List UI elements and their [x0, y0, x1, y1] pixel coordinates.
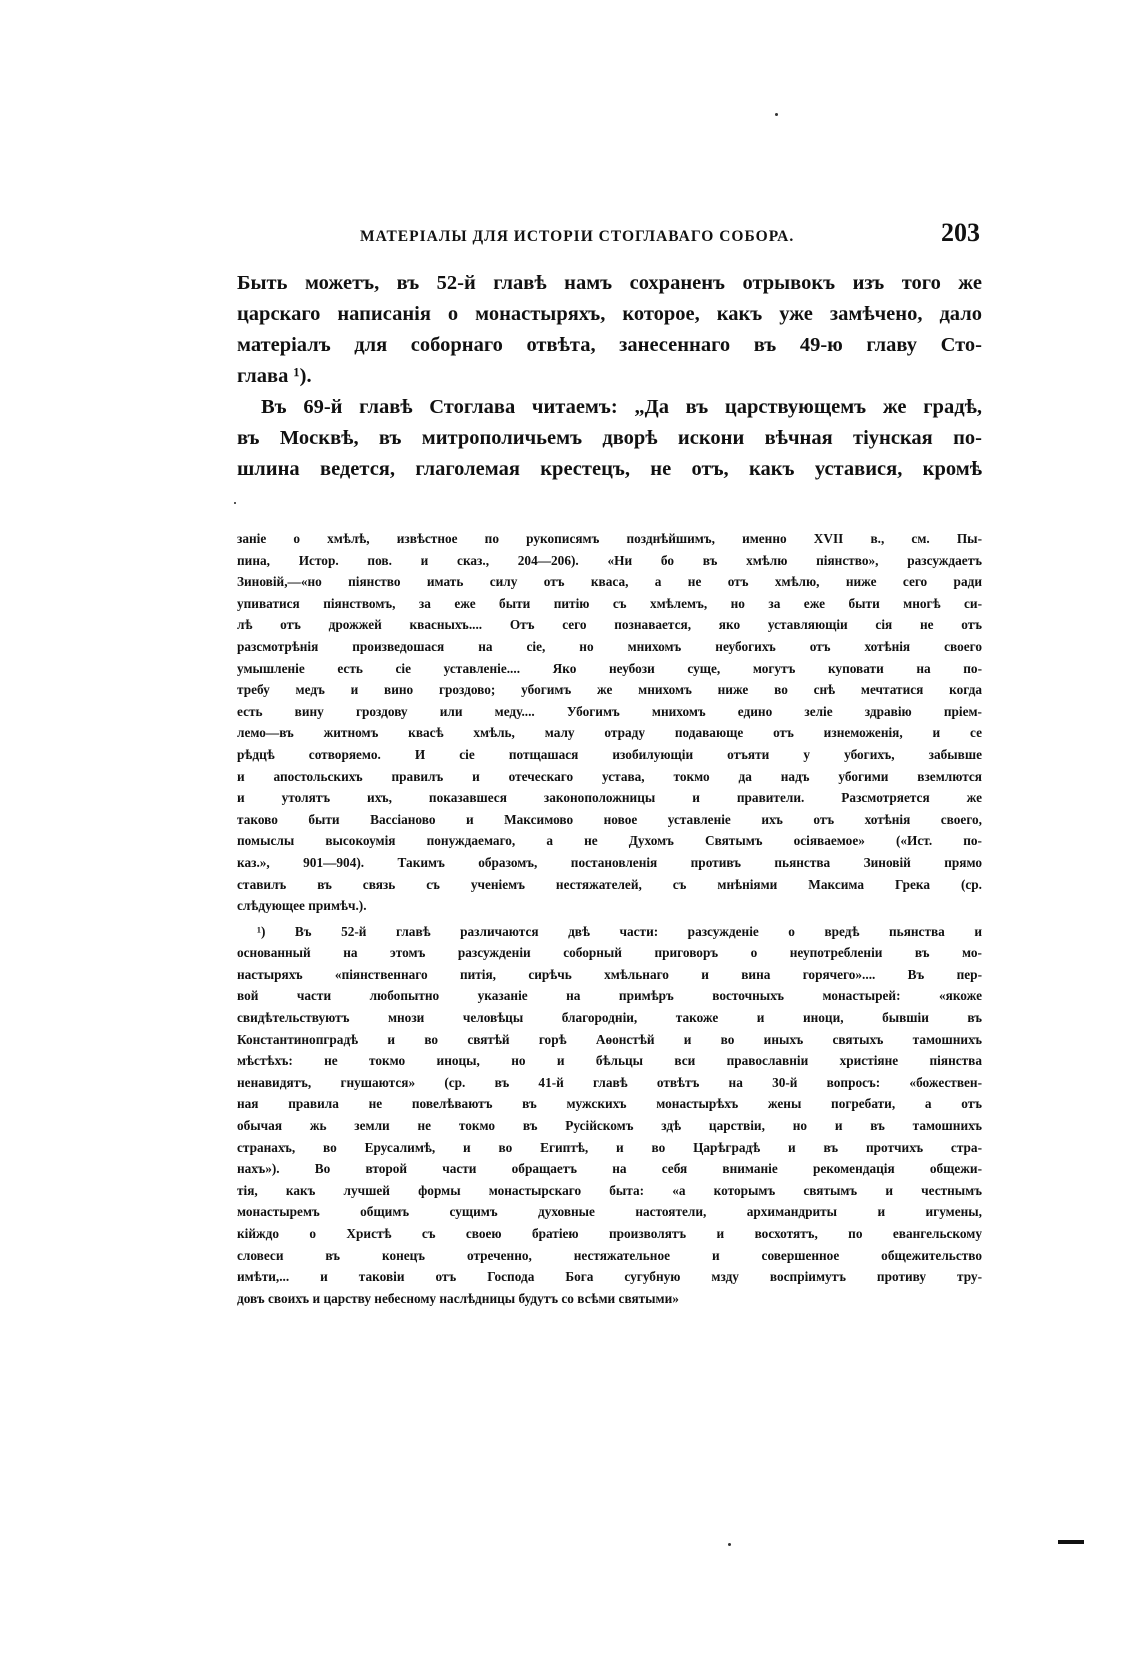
footnote-line: и апостольскихъ правилъ и отеческаго устава, токмо да надъ убогими вземлются	[237, 768, 982, 784]
main-line: въ Москвѣ, въ митрополичьемъ дворѣ искони вѣчная тіунская по-	[237, 427, 982, 449]
scan-speck	[775, 113, 778, 116]
footnote-line: мѣстѣхъ: не токмо иноцы, но и бѣльцы вси православніи христіяне піянства	[237, 1053, 982, 1069]
footnote-line: ¹) Въ 52-й главѣ различаются двѣ части: разсужденіе о вредѣ пьянства и	[257, 923, 982, 939]
footnote-line: словеси въ конецъ отреченно, нестяжательное и совершенное общежительство	[237, 1247, 982, 1263]
main-line: глава ¹).	[237, 365, 312, 387]
main-line: царскаго написанія о монастыряхъ, которое, какъ уже замѣчено, дало	[237, 303, 982, 325]
footnotes	[237, 528, 982, 1309]
main-line: Въ 69-й главѣ Стоглава читаемъ: „Да въ царствующемъ же градѣ,	[261, 396, 982, 418]
footnote-line: Зиновій,—«но піянство имать силу отъ кваса, а не отъ хмѣлю, ниже сего ради	[237, 574, 982, 590]
footnote-line: довъ своихъ и царству небесному наслѣдницы будутъ со всѣми святыми»	[237, 1290, 679, 1306]
footnote-line: требу медъ и вино гроздово; убогимъ же мнихомъ ниже во снѣ мечтатися когда	[237, 682, 982, 698]
footnote-line: монастыремъ общимъ сущимъ духовные настоятели, архимандриты и игумены,	[237, 1204, 982, 1220]
footnote-line: свидѣтельствуютъ мнози человѣцы благородніи, такоже и иноци, бывшіи въ	[237, 1010, 982, 1026]
footnote-line: нахъ»). Во второй части обращаетъ на себя вниманіе рекомендація общежи-	[237, 1161, 982, 1177]
scan-edge-mark	[1058, 1540, 1084, 1544]
footnote-line: тія, какъ лучшей формы монастырскаго быта: «а которымъ святымъ и честнымъ	[237, 1182, 982, 1198]
page-header	[360, 218, 980, 248]
footnote-line: помыслы высокоумія понуждаемаго, а не Духомъ Святымъ осіяваемое» («Ист. по-	[237, 833, 982, 849]
footnote-line: слѣдующее примѣч.).	[237, 898, 367, 914]
footnote-line: таково быти Вассіаново и Максимово новое уставленіе ихъ отъ хотѣнія своего,	[237, 811, 982, 827]
footnote-line: заніе о хмѣлѣ, извѣстное по рукописямъ позднѣйшимъ, именно XVII в., см. Пы-	[237, 531, 982, 546]
footnote-line: пина, Истор. пов. и сказ., 204—206). «Ни бо въ хмѣлю піянство», разсуждаетъ	[237, 552, 982, 568]
footnote-line: разсмотрѣнія произведошася на сіе, но мнихомъ неубогихъ отъ хотѣнія своего	[237, 638, 982, 654]
footnote-line: есть вину гроздову или меду.... Убогимъ мнихомъ едино зеліе здравію пріем-	[237, 703, 982, 719]
scan-speck	[728, 1543, 731, 1546]
footnote-line: ставилъ въ связь съ ученіемъ нестяжателей, съ мнѣніями Максима Грека (ср.	[237, 876, 982, 892]
main-line: Быть можетъ, въ 52-й главѣ намъ сохраненъ отрывокъ изъ того же	[237, 272, 982, 294]
footnote-line: рѣдцѣ сотворяемо. И сіе потщашася изобилующіи отъяти у убогихъ, забывше	[237, 746, 982, 762]
scan-speck	[234, 502, 236, 504]
footnote-line: имѣти,... и таковіи отъ Господа Бога сугубную мзду воспріимутъ противу тру-	[237, 1269, 982, 1285]
footnote-line: ная правила не повелѣваютъ въ мужскихъ монастырѣхъ жены погребати, а отъ	[237, 1096, 982, 1112]
footnote-line: странахъ, во Ерусалимѣ, и во Египтѣ, и во Царѣградѣ и въ протчихъ стра-	[237, 1139, 982, 1155]
footnote-line: основанный на этомъ разсужденіи соборный приговоръ о неупотребленіи въ мо-	[237, 945, 982, 961]
footnote-line: лемо—въ житномъ квасѣ хмѣль, малу отраду подавающе отъ изнеможенія, и се	[237, 725, 982, 741]
footnote-line: каз.», 901—904). Такимъ образомъ, постановленія противъ пьянства Зиновій прямо	[237, 854, 982, 870]
page-number: 203	[941, 218, 980, 247]
main-text	[237, 268, 982, 485]
footnote-line: лѣ отъ дрожжей квасныхъ.... Отъ сего познавается, яко уставляющіи сія не отъ	[237, 617, 982, 633]
footnote-line: и утолятъ ихъ, показавшеся законоположницы и правители. Разсмотряется же	[237, 790, 982, 806]
main-line: шлина ведется, глаголемая крестецъ, не отъ, какъ уставися, кромѣ	[237, 458, 982, 480]
running-title: МАТЕРІАЛЫ ДЛЯ ИСТОРІИ СТОГЛАВАГО СОБОРА.	[360, 228, 795, 245]
footnote-line: кійждо о Христѣ съ своею братіею произволятъ и восхотятъ, по евангельскому	[237, 1226, 982, 1241]
footnote-line: умышленіе есть сіе уставленіе.... Яко неубози суще, могутъ куповати на по-	[237, 660, 982, 676]
footnote-line: обычая жь земли не токмо въ Русійскомъ здѣ царствіи, но и въ тамошнихъ	[237, 1118, 982, 1134]
footnote-line: настыряхъ «піянственнаго питія, сирѣчь хмѣльнаго и вина горячего».... Въ пер-	[237, 966, 982, 982]
main-line: матеріалъ для соборнаго отвѣта, занесеннаго въ 49-ю главу Сто-	[237, 334, 982, 356]
footnote-line: упиватися піянствомъ, за еже быти питію съ хмѣлемъ, но за еже быти многѣ си-	[237, 595, 982, 611]
footnote-line: ненавидятъ, гнушаются» (ср. въ 41-й главѣ отвѣтъ на 30-й вопросъ: «божествен-	[237, 1074, 982, 1090]
footnote-line: вой части любопытно указаніе на примѣръ восточныхъ монастырей: «якоже	[237, 988, 982, 1004]
footnote-line: Константинопградѣ и во святѣй горѣ Аѳонстѣй и во иныхъ святыхъ тамошнихъ	[237, 1031, 982, 1047]
